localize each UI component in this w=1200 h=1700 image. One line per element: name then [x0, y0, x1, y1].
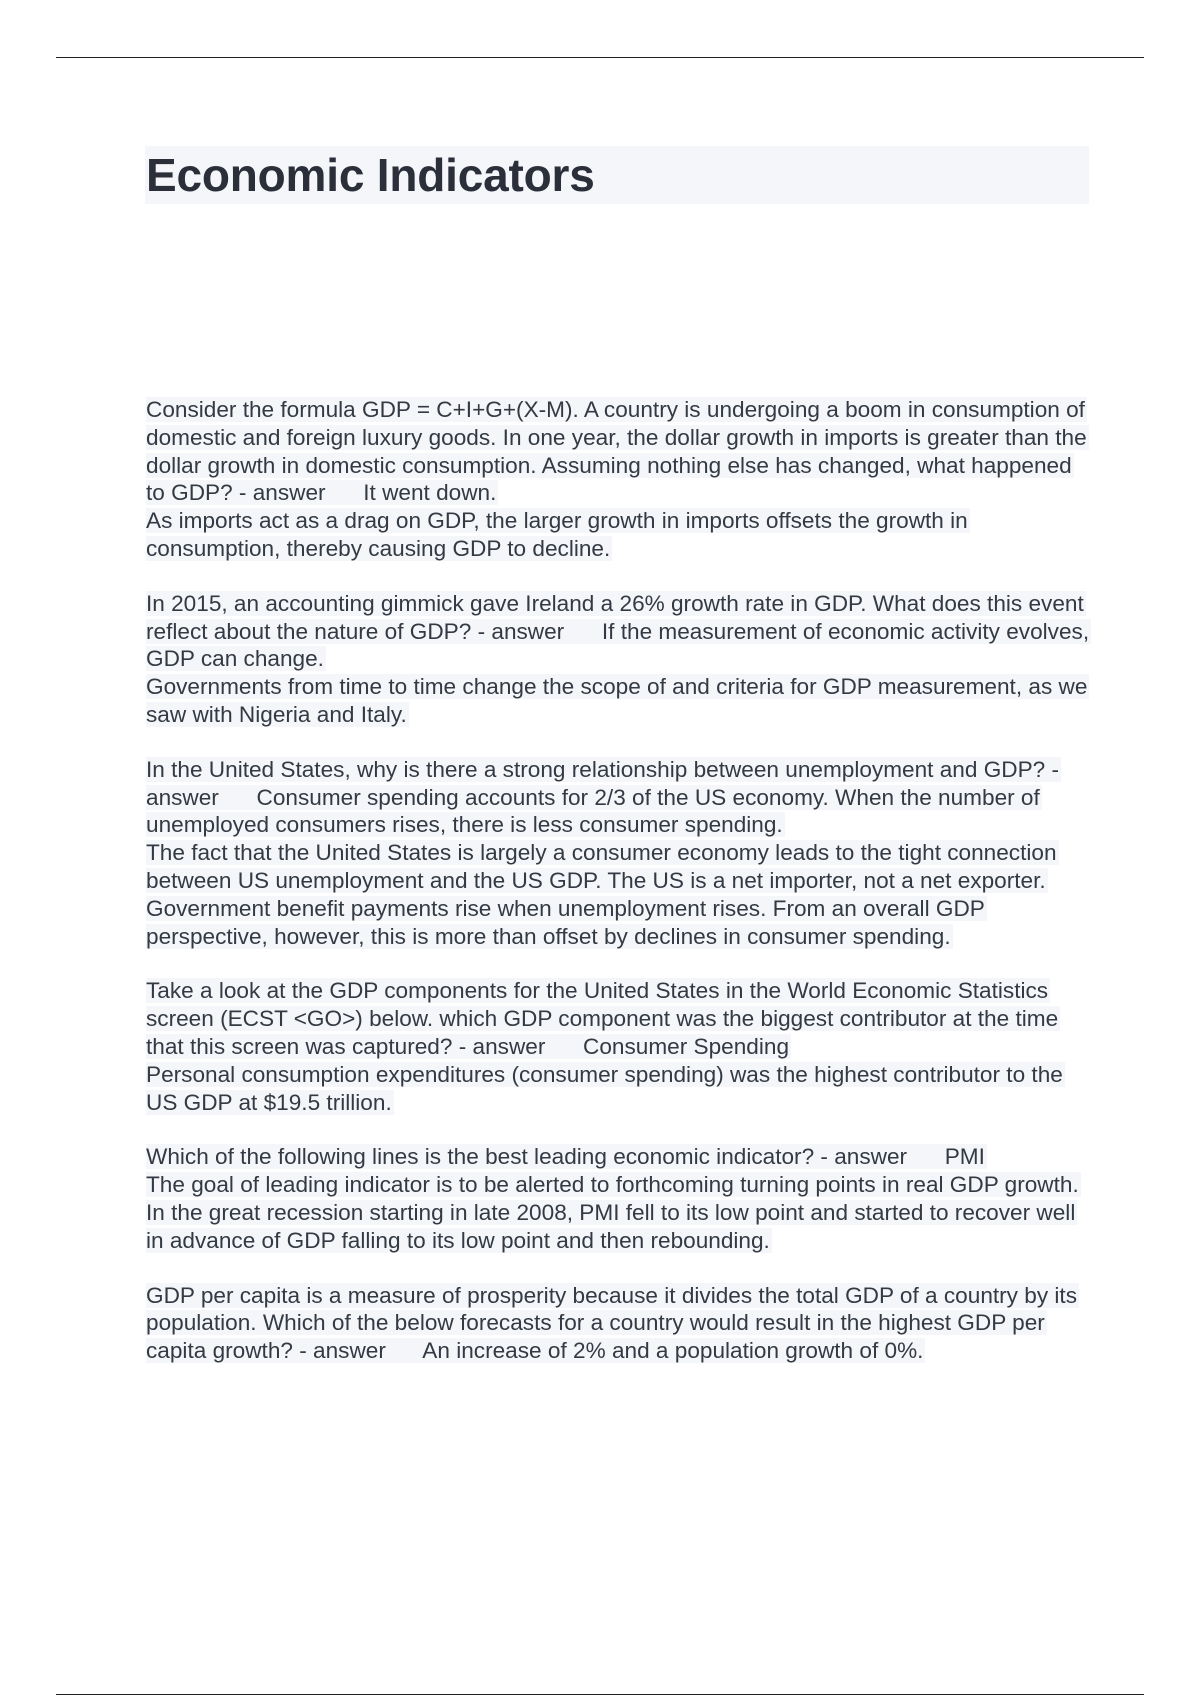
- qa-question-paragraph: [146, 977, 1091, 1060]
- answer-marker: - answer: [292, 1338, 386, 1364]
- answer-marker: - answer: [471, 618, 565, 644]
- answer-marker: - answer: [452, 1033, 546, 1059]
- top-rule: [56, 57, 1144, 58]
- qa-explanation-paragraph: [146, 839, 1091, 950]
- answer-text: It went down.: [363, 480, 497, 506]
- question-text: In 2015, an accounting gimmick gave Ireland a 26% growth rate in GDP. What does this event reflect about the nature of GDP?: [146, 590, 1084, 644]
- qa-explanation-paragraph: [146, 1061, 1091, 1117]
- qa-item-4: [146, 977, 1091, 1116]
- question-text: GDP per capita is a measure of prosperity because it divides the total GDP of a country by its population. Which of the below forecasts for a country would result in the highest GDP per capita growth?: [146, 1282, 1077, 1364]
- answer-marker: - answer: [232, 480, 326, 506]
- answer-text: PMI: [944, 1144, 985, 1170]
- question-text: Consider the formula GDP = C+I+G+(X-M). A country is undergoing a boom in consumption of domestic and foreign luxury goods. In one year, the dollar growth in imports is greater than the dollar growth in domestic consumption. Assuming nothing else has changed, what happened to GDP?: [146, 397, 1087, 506]
- answer-text: An increase of 2% and a population growth of 0%.: [422, 1338, 924, 1364]
- qa-item-2: [146, 590, 1091, 729]
- qa-item-3: [146, 756, 1091, 951]
- qa-item-5: [146, 1143, 1091, 1254]
- answer-marker: - answer: [146, 756, 1060, 810]
- qa-question-paragraph: [146, 1282, 1091, 1365]
- qa-list: [146, 396, 1091, 1392]
- qa-question-paragraph: [146, 1143, 1091, 1171]
- answer-text: If the measurement of economic activity evolves, GDP can change.: [146, 618, 1090, 672]
- bottom-rule: [56, 1694, 1144, 1695]
- answer-marker: - answer: [814, 1144, 908, 1170]
- question-text: Take a look at the GDP components for the United States in the World Economic Statistics screen (ECST <GO>) below. which GDP component was the biggest contributor at the time that this screen was captured?: [146, 978, 1059, 1059]
- explanation-text: The fact that the United States is largely a consumer economy leads to the tight connection between US unemployment and the US GDP. The US is a net importer, not a net exporter. Government benefit payments rise when unemployment rises. From an overall GDP perspective, however, this is more than offset by declines in consumer spending.: [146, 840, 1057, 949]
- qa-question-paragraph: [146, 590, 1091, 673]
- qa-explanation-paragraph: [146, 507, 1091, 563]
- explanation-text: As imports act as a drag on GDP, the larger growth in imports offsets the growth in consumption, thereby causing GDP to decline.: [146, 508, 968, 561]
- qa-explanation-paragraph: [146, 673, 1091, 729]
- qa-question-paragraph: [146, 396, 1091, 507]
- qa-item-6: [146, 1282, 1091, 1365]
- qa-explanation-paragraph: [146, 1171, 1091, 1254]
- question-text: Which of the following lines is the best leading economic indicator?: [146, 1144, 815, 1170]
- explanation-text: Governments from time to time change the scope of and criteria for GDP measurement, as we saw with Nigeria and Italy.: [146, 674, 1088, 727]
- qa-question-paragraph: [146, 756, 1091, 839]
- explanation-text: The goal of leading indicator is to be alerted to forthcoming turning points in real GDP growth. In the great recession starting in late 2008, PMI fell to its low point and started to recover well in advance of GDP falling to its low point and then rebounding.: [146, 1172, 1079, 1253]
- question-text: In the United States, why is there a strong relationship between unemployment and GDP?: [146, 756, 1046, 782]
- page-title: Economic Indicators: [146, 149, 595, 201]
- qa-item-1: [146, 396, 1091, 563]
- answer-text: Consumer spending accounts for 2/3 of the US economy. When the number of unemployed consumers rises, there is less consumer spending.: [146, 784, 1040, 838]
- explanation-text: Personal consumption expenditures (consumer spending) was the highest contributor to the US GDP at $19.5 trillion.: [146, 1061, 1063, 1115]
- answer-text: Consumer Spending: [583, 1033, 790, 1059]
